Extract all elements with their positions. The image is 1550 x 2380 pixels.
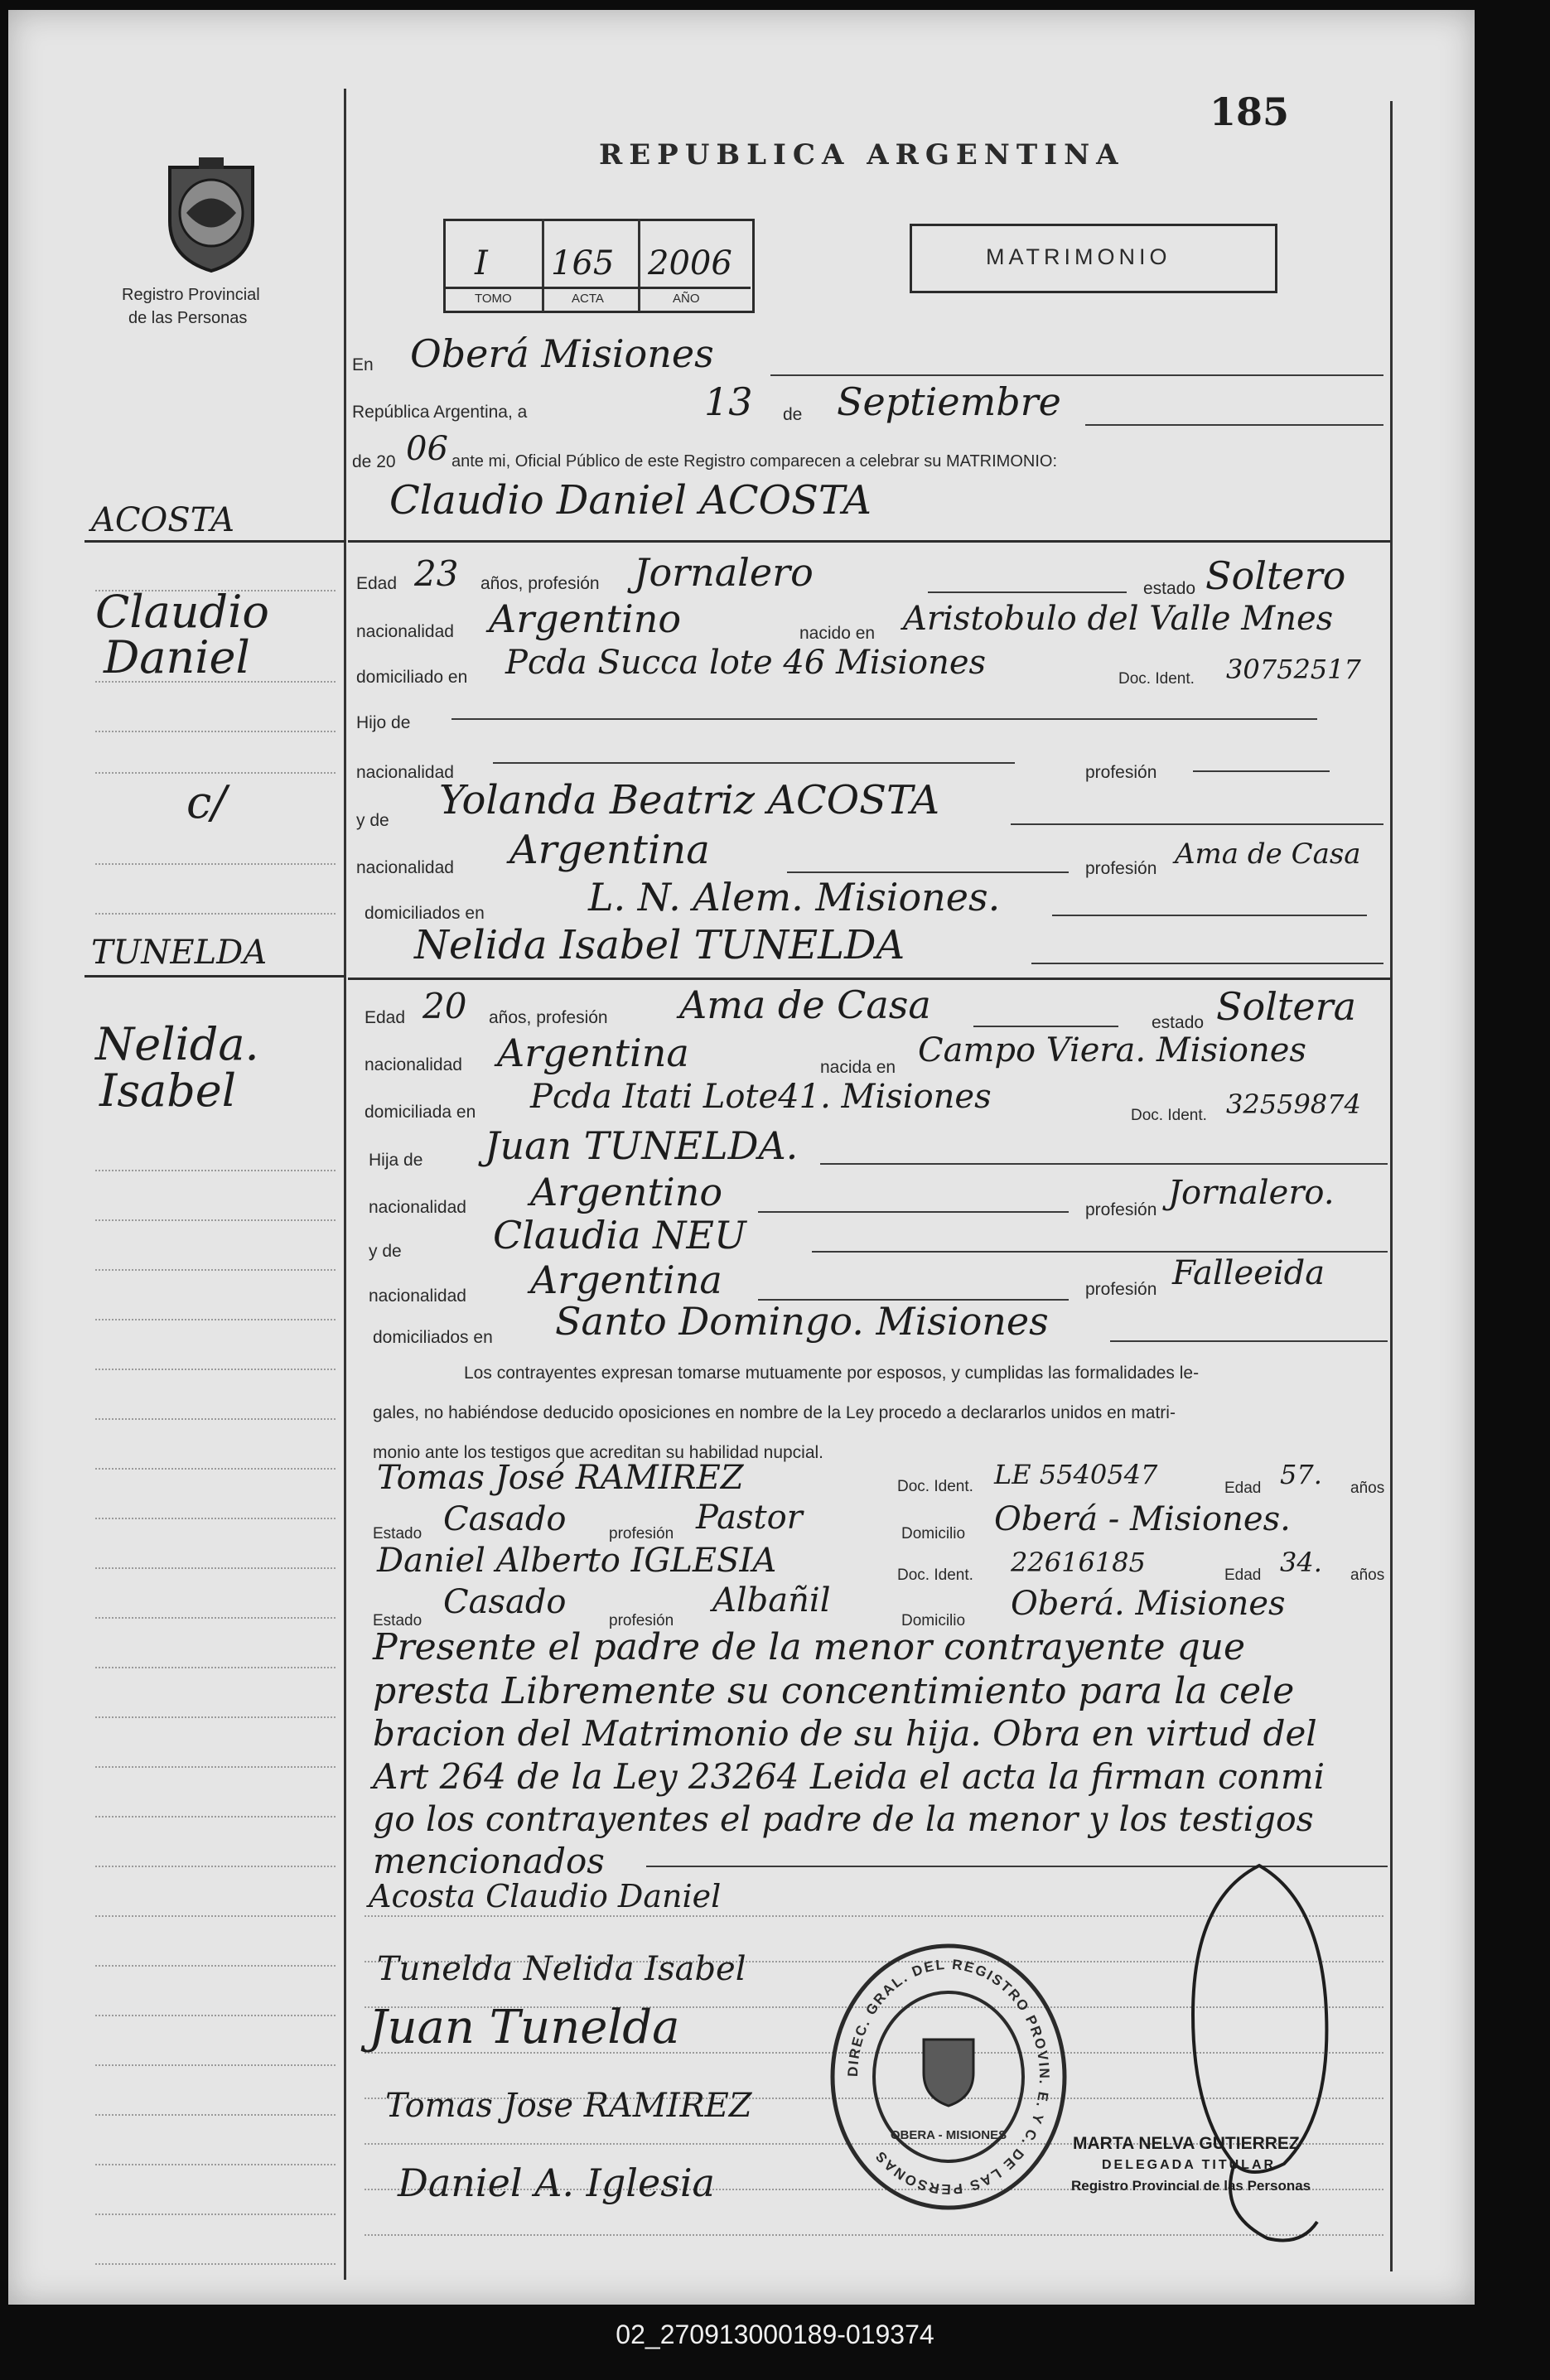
witness2-estado-label: Estado	[373, 1612, 423, 1629]
official-seal-icon	[824, 1940, 1073, 2213]
margin-ruled-line	[95, 2164, 336, 2165]
seal-inner-text: OBERA - MISIONES	[890, 2128, 1007, 2142]
margin-groom-surname: ACOSTA	[91, 501, 235, 539]
bride-parents-domicile: Santo Domingo. Misiones	[555, 1299, 1049, 1344]
declaration-line1: Los contrayentes expresan tomarse mutuamente por esposos, y cumplidas las formalidades le-	[464, 1364, 1200, 1383]
note-line-5: go los contrayentes el padre de la menor y los testigos	[373, 1799, 1314, 1839]
note-line-3: bracion del Matrimonio de su hija. Obra en virtud del	[373, 1713, 1317, 1754]
signature-groom: Acosta Claudio Daniel	[369, 1878, 722, 1914]
margin-ruled-line	[95, 1219, 336, 1221]
right-border-line	[1390, 101, 1393, 2271]
witness2-age: 34.	[1280, 1547, 1322, 1578]
stamp-role: DELEGADA TITULAR	[1102, 2158, 1277, 2172]
registry-crest-icon	[153, 151, 269, 275]
fill-line	[928, 591, 1127, 593]
witness1-domicilio-label: Domicilio	[901, 1525, 966, 1542]
groom-domicilio-label: domiciliado en	[356, 668, 468, 687]
bride-mother: Claudia NEU	[493, 1213, 746, 1258]
bride-doc-label: Doc. Ident.	[1131, 1107, 1207, 1124]
margin-ruled-line	[95, 2263, 336, 2265]
groom-doc-label: Doc. Ident.	[1118, 670, 1195, 688]
tomo-value: I	[475, 244, 488, 282]
note-line-1: Presente el padre de la menor contrayente que	[373, 1626, 1246, 1668]
margin-ruled-line	[95, 863, 336, 865]
groom-mother-nac-label: nacionalidad	[356, 858, 454, 877]
tomo-label: TOMO	[475, 292, 512, 306]
seal-ring-text: DIREC. GRAL. DEL REGISTRO PROVIN. E. Y C. DE LAS PERSONAS	[844, 1956, 1053, 2198]
groom-age: 23	[414, 553, 459, 594]
note-line-2: presta Libremente su concentimiento para la cele	[373, 1670, 1295, 1712]
ano-label: AÑO	[673, 292, 700, 306]
record-type: MATRIMONIO	[986, 244, 1171, 269]
fill-line	[820, 1163, 1388, 1165]
margin-ruled-line	[95, 1766, 336, 1768]
margin-ruled-line	[95, 1667, 336, 1668]
bride-edad-label: Edad	[365, 1008, 406, 1027]
bride-nationality: Argentina	[497, 1031, 689, 1075]
groom-birthplace: Aristobulo del Valle Mnes	[903, 600, 1334, 638]
republica-label: República Argentina, a	[352, 403, 528, 422]
margin-bride-surname: TUNELDA	[91, 934, 268, 972]
fill-line	[973, 1026, 1118, 1027]
witness2-name: Daniel Alberto IGLESIA	[377, 1542, 777, 1580]
bride-mother-profession: Falleeida	[1172, 1254, 1325, 1292]
bride-estado: Soltera	[1216, 984, 1357, 1029]
official-signature-icon	[1160, 1849, 1359, 2263]
groom-mother-profession: Ama de Casa	[1175, 838, 1361, 871]
section-divider	[348, 540, 1390, 543]
margin-divider	[85, 975, 345, 978]
margin-ruled-line	[95, 1319, 336, 1320]
fill-line	[1031, 963, 1383, 964]
groom-parents-domicile: L. N. Alem. Misiones.	[588, 875, 1001, 920]
country-title: REPUBLICA ARGENTINA	[599, 138, 1125, 171]
groom-profession: Jornalero	[634, 550, 814, 595]
bride-profesion-label: años, profesión	[489, 1008, 608, 1027]
witness2-estado: Casado	[443, 1583, 567, 1621]
fill-line	[1193, 770, 1330, 772]
fill-line	[758, 1211, 1069, 1213]
fill-line	[787, 871, 1069, 873]
witness2-doc: 22616185	[1011, 1547, 1146, 1578]
margin-connector: c/	[186, 776, 227, 828]
groom-nationality: Argentino	[489, 596, 682, 641]
groom-yde-label: y de	[356, 811, 389, 830]
signature-bride: Tunelda Nelida Isabel	[377, 1950, 746, 1988]
signature-bride-father: Juan Tunelda	[369, 2001, 680, 2054]
bride-profession: Ama de Casa	[679, 982, 931, 1027]
bride-yde-label: y de	[369, 1242, 402, 1261]
groom-mother-nationality: Argentina	[509, 827, 710, 873]
bride-birthplace: Campo Viera. Misiones	[918, 1031, 1306, 1069]
bride-nacida-label: nacida en	[820, 1058, 896, 1077]
place-value: Oberá Misiones	[410, 331, 714, 376]
declaration-line2: gales, no habiéndose deducido oposiciones en nombre de la Ley procedo a declararlos unidos en matri-	[373, 1403, 1176, 1422]
fill-line	[1085, 424, 1383, 426]
margin-ruled-line	[95, 2015, 336, 2016]
record-box-divider	[638, 219, 640, 311]
witness1-estado: Casado	[443, 1500, 567, 1538]
groom-domicile: Pcda Succa lote 46 Misiones	[505, 644, 987, 682]
witness1-doc: LE 5540547	[994, 1459, 1158, 1490]
declaration-line3: monio ante los testigos que acreditan su habilidad nupcial.	[373, 1443, 824, 1462]
margin-ruled-line	[95, 2064, 336, 2066]
bride-age: 20	[423, 986, 467, 1026]
bride-parents-dom-label: domiciliados en	[373, 1328, 493, 1347]
groom-profesion-label: años, profesión	[480, 574, 600, 593]
groom-estado: Soltero	[1205, 553, 1346, 598]
witness1-profesion-label: profesión	[609, 1525, 674, 1542]
scan-identifier: 02_270913000189-019374	[616, 2320, 934, 2349]
groom-doc: 30752517	[1226, 654, 1361, 685]
ano-value: 2006	[648, 244, 732, 282]
note-line-4: Art 264 de la Ley 23264 Leida el acta la firman conmi	[373, 1756, 1325, 1797]
margin-ruled-line	[95, 2114, 336, 2116]
fill-line	[770, 374, 1383, 376]
record-box-divider	[542, 219, 544, 311]
margin-ruled-line	[95, 1269, 336, 1271]
registry-name-line2: de las Personas	[128, 309, 248, 327]
day-value: 13	[704, 379, 753, 424]
bride-father-prof-label: profesión	[1085, 1200, 1157, 1219]
bride-father: Juan TUNELDA.	[485, 1123, 799, 1168]
margin-ruled-line	[95, 1170, 336, 1171]
groom-father-prof-label: profesión	[1085, 763, 1157, 782]
margin-bride-name1: Nelida.	[95, 1018, 259, 1070]
margin-ruled-line	[95, 772, 336, 774]
section-divider	[348, 978, 1390, 980]
fill-line	[1110, 1340, 1388, 1342]
bride-domicile: Pcda Itati Lote41. Misiones	[530, 1078, 992, 1116]
intro-statement: ante mi, Oficial Público de este Registro comparecen a celebrar su MATRIMONIO:	[451, 452, 1058, 471]
witness2-domicilio-label: Domicilio	[901, 1612, 966, 1629]
fill-line	[812, 1251, 1388, 1253]
fill-line	[451, 718, 1317, 720]
stamp-name: MARTA NELVA GUTIERREZ	[1073, 2134, 1300, 2153]
groom-mother-prof-label: profesión	[1085, 859, 1157, 878]
bride-domicilio-label: domiciliada en	[365, 1103, 476, 1122]
witness1-doc-label: Doc. Ident.	[897, 1478, 973, 1495]
witness2-profesion-label: profesión	[609, 1612, 674, 1629]
margin-bride-name2: Isabel	[99, 1064, 237, 1117]
margin-ruled-line	[95, 731, 336, 732]
bride-father-nac-label: nacionalidad	[369, 1198, 466, 1217]
margin-ruled-line	[95, 1418, 336, 1420]
year-prefix: de 20	[352, 452, 396, 471]
margin-ruled-line	[95, 1518, 336, 1519]
bride-father-profession: Jornalero.	[1168, 1174, 1335, 1212]
note-line-6: mencionados	[373, 1841, 605, 1881]
groom-full-name: Claudio Daniel ACOSTA	[389, 477, 872, 524]
margin-ruled-line	[95, 1369, 336, 1370]
bride-mother-prof-label: profesión	[1085, 1280, 1157, 1299]
certificate-page	[8, 10, 1475, 2305]
bride-nacionalidad-label: nacionalidad	[365, 1055, 462, 1074]
margin-divider-line	[344, 89, 346, 2280]
witness1-edad-label: Edad	[1224, 1480, 1262, 1497]
margin-groom-name1: Claudio	[95, 586, 269, 638]
bride-hija-label: Hija de	[369, 1151, 423, 1170]
signature-witness1: Tomas Jose RAMIREZ	[385, 2087, 752, 2125]
witness1-profession: Pastor	[696, 1499, 803, 1537]
bride-mother-nac-label: nacionalidad	[369, 1287, 466, 1306]
margin-ruled-line	[95, 1468, 336, 1470]
registry-name-line1: Registro Provincial	[122, 286, 260, 304]
groom-nacionalidad-label: nacionalidad	[356, 622, 454, 641]
witness2-anos-label: años	[1350, 1567, 1385, 1584]
margin-ruled-line	[95, 913, 336, 915]
margin-divider	[85, 540, 345, 543]
en-label: En	[352, 355, 374, 374]
witness2-domicile: Oberá. Misiones	[1011, 1585, 1286, 1623]
margin-ruled-line	[95, 1617, 336, 1619]
year-suffix: 06	[406, 430, 448, 468]
margin-ruled-line	[95, 1567, 336, 1569]
fill-line	[1052, 915, 1367, 916]
witness1-anos-label: años	[1350, 1480, 1385, 1497]
witness1-domicile: Oberá - Misiones.	[994, 1500, 1291, 1538]
bride-estado-label: estado	[1152, 1013, 1205, 1032]
witness1-name: Tomas José RAMIREZ	[377, 1459, 744, 1497]
witness1-age: 57.	[1280, 1459, 1322, 1490]
acta-label: ACTA	[572, 292, 604, 306]
bride-doc: 32559874	[1226, 1089, 1361, 1120]
margin-groom-name2: Daniel	[104, 631, 250, 683]
margin-ruled-line	[95, 1965, 336, 1967]
fill-line	[1011, 823, 1383, 825]
groom-hijo-label: Hijo de	[356, 713, 411, 732]
bride-mother-nationality: Argentina	[530, 1258, 722, 1302]
margin-ruled-line	[95, 2213, 336, 2215]
margin-ruled-line	[95, 1716, 336, 1718]
groom-estado-label: estado	[1143, 579, 1196, 598]
stamp-office: Registro Provincial de las Personas	[1071, 2178, 1311, 2194]
fill-line	[493, 762, 1015, 764]
groom-mother: Yolanda Beatriz ACOSTA	[439, 777, 940, 823]
groom-parents-dom-label: domiciliados en	[365, 904, 485, 923]
folio-number: 185	[1210, 89, 1290, 134]
bride-full-name: Nelida Isabel TUNELDA	[414, 922, 905, 968]
groom-father-nac-label: nacionalidad	[356, 763, 454, 782]
bride-father-nationality: Argentino	[530, 1170, 723, 1214]
groom-nacido-label: nacido en	[799, 624, 876, 643]
month-value: Septiembre	[837, 379, 1061, 424]
margin-ruled-line	[95, 1816, 336, 1818]
witness2-edad-label: Edad	[1224, 1567, 1262, 1584]
witness1-estado-label: Estado	[373, 1525, 423, 1542]
record-box-label-rule	[446, 287, 751, 289]
acta-value: 165	[551, 244, 615, 282]
de-label: de	[783, 405, 803, 424]
witness2-profession: Albañil	[712, 1581, 831, 1620]
groom-edad-label: Edad	[356, 574, 398, 593]
signature-witness2: Daniel A. Iglesia	[398, 2160, 715, 2205]
margin-ruled-line	[95, 1866, 336, 1867]
margin-ruled-line	[95, 1915, 336, 1917]
witness2-doc-label: Doc. Ident.	[897, 1567, 973, 1584]
